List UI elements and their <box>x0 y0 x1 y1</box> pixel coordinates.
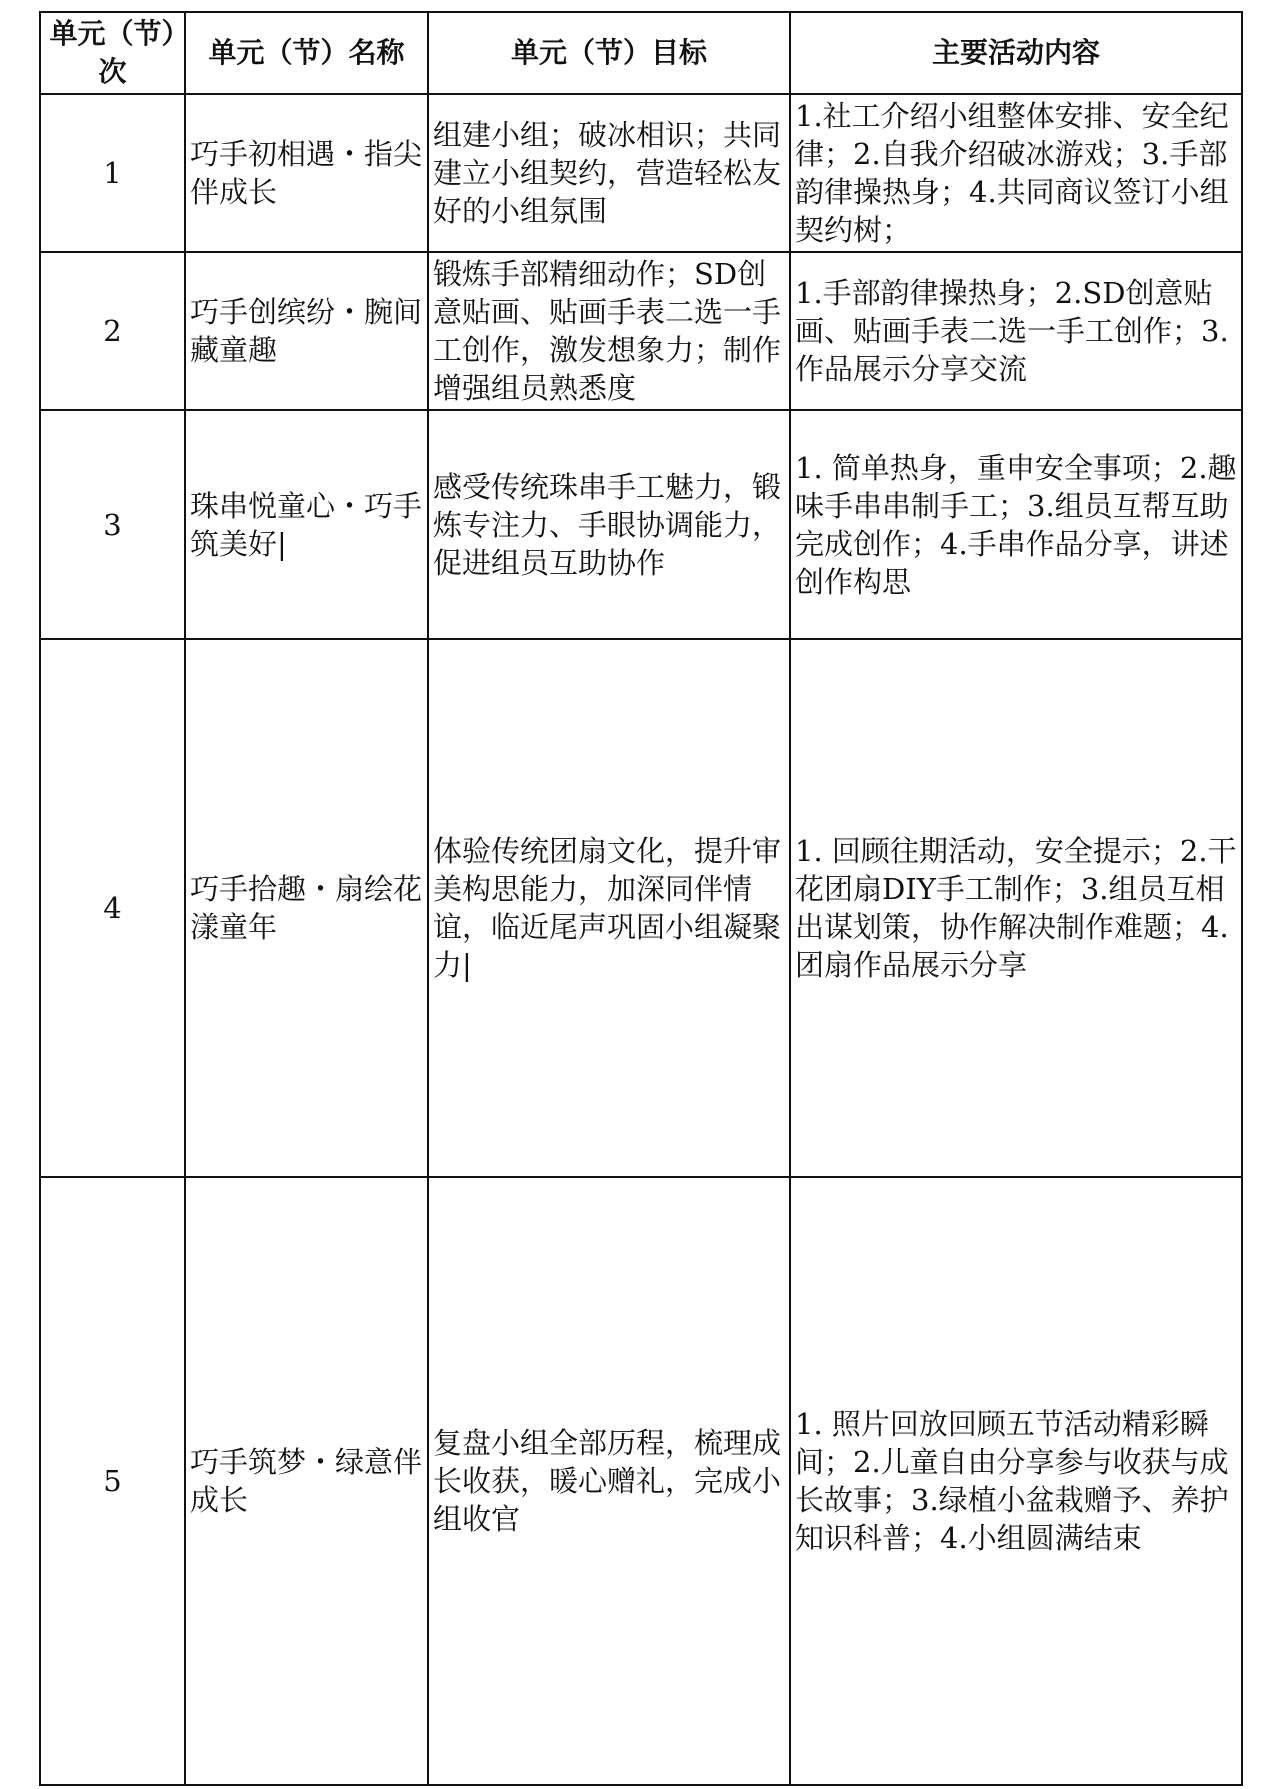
session-number: 3 <box>40 410 185 639</box>
session-name: 巧手筑梦・绿意伴成长 <box>185 1177 428 1785</box>
session-number: 4 <box>40 639 185 1177</box>
session-goal: 感受传统珠串手工魅力，锻炼专注力、手眼协调能力，促进组员互助协作 <box>428 410 790 639</box>
header-name: 单元（节）名称 <box>185 12 428 94</box>
table-row <box>40 639 1242 1177</box>
header-goal: 单元（节）目标 <box>428 12 790 94</box>
session-number: 1 <box>40 94 185 252</box>
session-name: 巧手拾趣・扇绘花漾童年 <box>185 639 428 1177</box>
session-number: 2 <box>40 252 185 410</box>
table-header-row <box>40 12 1242 94</box>
header-content: 主要活动内容 <box>790 12 1242 94</box>
session-goal: 复盘小组全部历程，梳理成长收获，暖心赠礼，完成小组收官 <box>428 1177 790 1785</box>
session-content: 1. 回顾往期活动，安全提示；2.干花团扇DIY手工制作；3.组员互相出谋划策，协作解决制作难题；4.团扇作品展示分享 <box>790 639 1242 1177</box>
session-name: 巧手创缤纷・腕间藏童趣 <box>185 252 428 410</box>
table-row <box>40 94 1242 252</box>
session-number: 5 <box>40 1177 185 1785</box>
header-session: 单元（节）次 <box>40 12 185 94</box>
session-content: 1.手部韵律操热身；2.SD创意贴画、贴画手表二选一手工创作；3.作品展示分享交流 <box>790 252 1242 410</box>
table-row <box>40 1177 1242 1785</box>
table-row <box>40 252 1242 410</box>
session-content: 1.社工介绍小组整体安排、安全纪律；2.自我介绍破冰游戏；3.手部韵律操热身；4.共同商议签订小组契约树； <box>790 94 1242 252</box>
session-content: 1. 照片回放回顾五节活动精彩瞬间；2.儿童自由分享参与收获与成长故事；3.绿植小盆栽赠予、养护知识科普；4.小组圆满结束 <box>790 1177 1242 1785</box>
session-name: 巧手初相遇・指尖伴成长 <box>185 94 428 252</box>
session-name: 珠串悦童心・巧手筑美好| <box>185 410 428 639</box>
session-goal: 组建小组；破冰相识；共同建立小组契约，营造轻松友好的小组氛围 <box>428 94 790 252</box>
activity-plan-table <box>39 11 1243 1786</box>
session-content: 1. 简单热身，重申安全事项；2.趣味手串串制手工；3.组员互帮互助完成创作；4.手串作品分享，讲述创作构思 <box>790 410 1242 639</box>
table-row <box>40 410 1242 639</box>
session-goal: 体验传统团扇文化，提升审美构思能力，加深同伴情谊，临近尾声巩固小组凝聚力| <box>428 639 790 1177</box>
session-goal: 锻炼手部精细动作；SD创意贴画、贴画手表二选一手工创作，激发想象力；制作增强组员熟悉度 <box>428 252 790 410</box>
